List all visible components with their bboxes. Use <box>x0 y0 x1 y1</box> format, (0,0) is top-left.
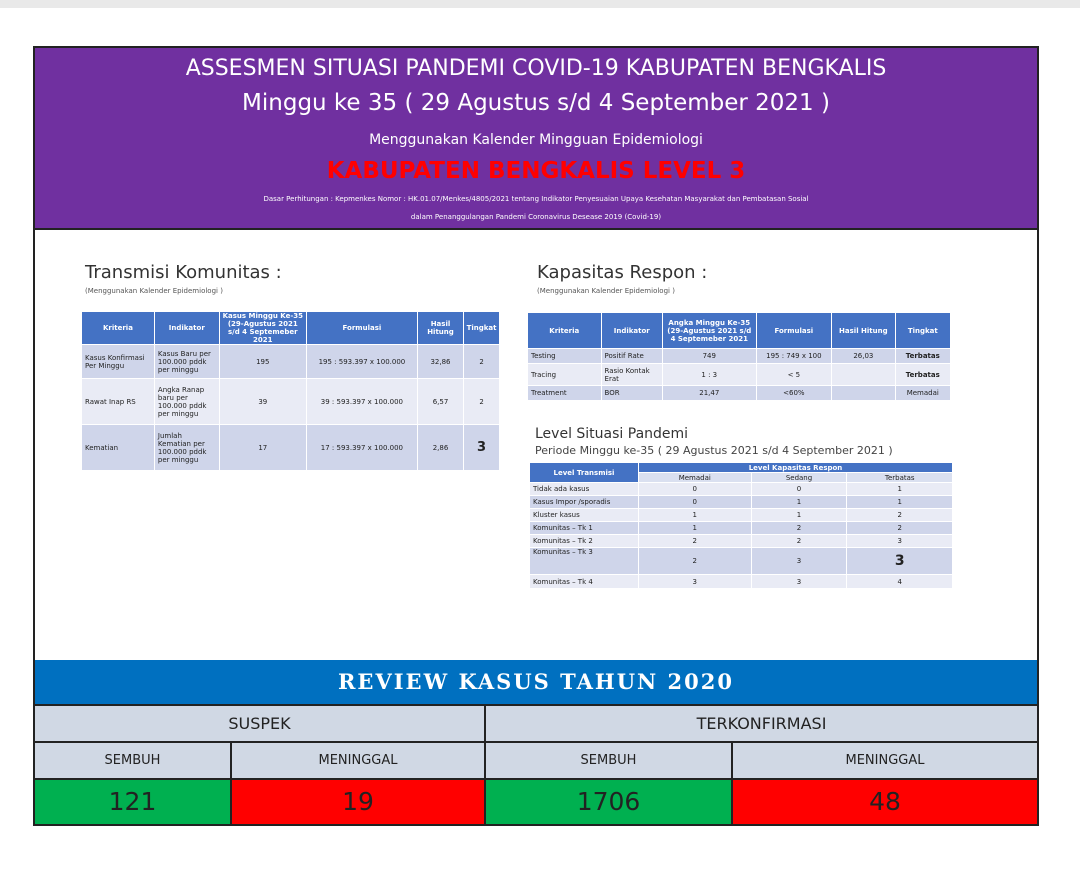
cell-formulasi: < 5 <box>756 364 832 386</box>
transmisi-header-row <box>82 312 500 345</box>
cell-indikator: Jumlah Kematian per 100.000 pddk per minggu <box>154 425 219 471</box>
table-row <box>530 548 953 575</box>
cell-kasus: 195 <box>219 345 306 379</box>
cell-kriteria: Kasus Konfirmasi Per Minggu <box>82 345 155 379</box>
cell-value: 0 <box>751 483 847 496</box>
cell-formulasi: 39 : 593.397 x 100.000 <box>306 379 417 425</box>
review-title: REVIEW KASUS TAHUN 2020 <box>35 660 1037 704</box>
suspek-meninggal-value: 19 <box>232 778 486 824</box>
col-terbatas: Terbatas <box>847 473 953 483</box>
cell-value: 3 <box>639 575 752 589</box>
cell-value: 1 <box>751 496 847 509</box>
konfirmasi-sembuh-value: 1706 <box>486 778 733 824</box>
transmisi-subtitle: (Menggunakan Kalender Epidemiologi ) <box>85 287 223 295</box>
header-title: ASSESMEN SITUASI PANDEMI COVID-19 KABUPATEN BENGKALIS <box>185 56 887 81</box>
report-header <box>35 48 1037 230</box>
cell-value: 0 <box>639 496 752 509</box>
cell-value: 3 <box>751 548 847 575</box>
table-row <box>530 522 953 535</box>
cell-angka: 21,47 <box>662 386 756 401</box>
table-row <box>82 345 500 379</box>
col-hasil: Hasil Hitung <box>832 313 895 349</box>
col-kasus: Kasus Minggu Ke-35 (29-Agustus 2021 s/d 4 Septemeber 2021 <box>219 312 306 345</box>
cell-value: 1 <box>751 509 847 522</box>
col-formulasi: Formulasi <box>306 312 417 345</box>
table-row <box>530 509 953 522</box>
cell-value: 2 <box>639 535 752 548</box>
cell-formulasi: 17 : 593.397 x 100.000 <box>306 425 417 471</box>
cell-indikator: Angka Ranap baru per 100.000 pddk per minggu <box>154 379 219 425</box>
cell-kriteria: Testing <box>528 349 602 364</box>
top-strip <box>0 0 1080 8</box>
cell-indikator: BOR <box>601 386 662 401</box>
table-row <box>530 483 953 496</box>
cell-tingkat: 3 <box>464 425 500 471</box>
col-memadai: Memadai <box>639 473 752 483</box>
transmisi-table <box>81 311 500 471</box>
cell-tingkat: Memadai <box>895 386 950 401</box>
cell-value: 1 <box>847 496 953 509</box>
col-angka: Angka Minggu Ke-35 (29-Agustus 2021 s/d 4 Septemeber 2021 <box>662 313 756 349</box>
cell-value: 1 <box>847 483 953 496</box>
cell-formulasi: 195 : 593.397 x 100.000 <box>306 345 417 379</box>
table-row <box>82 425 500 471</box>
header-basis-2: dalam Penanggulangan Pandemi Coronavirus Desease 2019 (Covid-19) <box>410 213 662 221</box>
cell-indikator: Rasio Kontak Erat <box>601 364 662 386</box>
table-row <box>528 364 951 386</box>
table-row <box>530 535 953 548</box>
cell-formulasi: 195 : 749 x 100 <box>756 349 832 364</box>
kapasitas-table <box>527 312 951 401</box>
suspek-header: SUSPEK <box>35 704 486 741</box>
cell-level: Kluster kasus <box>530 509 639 522</box>
cell-kasus: 39 <box>219 379 306 425</box>
report-frame <box>33 46 1039 826</box>
col-sedang: Sedang <box>751 473 847 483</box>
cell-value: 4 <box>847 575 953 589</box>
cell-hasil <box>832 386 895 401</box>
cell-indikator: Kasus Baru per 100.000 pddk per minggu <box>154 345 219 379</box>
level-group-header: Level Kapasitas Respon <box>639 463 953 473</box>
level-subtitle: Periode Minggu ke-35 ( 29 Agustus 2021 s/d 4 September 2021 ) <box>535 444 893 457</box>
cell-level: Komunitas – Tk 3 <box>530 548 639 575</box>
cell-indikator: Positif Rate <box>601 349 662 364</box>
cell-value: 2 <box>751 535 847 548</box>
cell-value: 3 <box>751 575 847 589</box>
suspek-sembuh-label: SEMBUH <box>35 741 232 778</box>
cell-value: 3 <box>847 535 953 548</box>
table-row <box>528 386 951 401</box>
cell-hasil: 32,86 <box>417 345 463 379</box>
cell-hasil <box>832 364 895 386</box>
level-header-row <box>530 463 953 473</box>
level-title: Level Situasi Pandemi <box>535 426 689 442</box>
konfirmasi-meninggal-value: 48 <box>733 778 1037 824</box>
cell-level: Komunitas – Tk 4 <box>530 575 639 589</box>
cell-value: 0 <box>639 483 752 496</box>
col-tingkat: Tingkat <box>895 313 950 349</box>
table-row <box>528 349 951 364</box>
cell-kriteria: Rawat Inap RS <box>82 379 155 425</box>
cell-level: Komunitas – Tk 2 <box>530 535 639 548</box>
konfirmasi-sembuh-label: SEMBUH <box>486 741 733 778</box>
level-row-header: Level Transmisi <box>530 463 639 483</box>
suspek-meninggal-label: MENINGGAL <box>232 741 486 778</box>
cell-level: Komunitas – Tk 1 <box>530 522 639 535</box>
level-matrix <box>529 462 953 589</box>
cell-value: 2 <box>751 522 847 535</box>
cell-tingkat: Terbatas <box>895 364 950 386</box>
header-level: KABUPATEN BENGKALIS LEVEL 3 <box>326 158 746 184</box>
terkonfirmasi-header: TERKONFIRMASI <box>486 704 1037 741</box>
cell-value: 2 <box>847 522 953 535</box>
cell-hasil: 26,03 <box>832 349 895 364</box>
cell-angka: 1 : 3 <box>662 364 756 386</box>
cell-value: 1 <box>639 509 752 522</box>
col-kriteria: Kriteria <box>82 312 155 345</box>
transmisi-title: Transmisi Komunitas : <box>85 262 282 283</box>
cell-level: Kasus Impor /sporadis <box>530 496 639 509</box>
cell-hasil: 6,57 <box>417 379 463 425</box>
cell-value: 1 <box>639 522 752 535</box>
col-indikator: Indikator <box>601 313 662 349</box>
kapasitas-header-row <box>528 313 951 349</box>
header-calendar: Menggunakan Kalender Mingguan Epidemiologi <box>369 132 703 148</box>
table-row <box>530 496 953 509</box>
header-basis-1: Dasar Perhitungan : Kepmenkes Nomor : HK.01.07/Menkes/4805/2021 tentang Indikator Penyesuaian Upaya Kesehatan Masyarakat dan Pembatasan Sosial <box>263 195 809 203</box>
kapasitas-subtitle: (Menggunakan Kalender Epidemiologi ) <box>537 287 675 295</box>
cell-level: Tidak ada kasus <box>530 483 639 496</box>
cell-kasus: 17 <box>219 425 306 471</box>
col-hasil: Hasil Hitung <box>417 312 463 345</box>
col-kriteria: Kriteria <box>528 313 602 349</box>
cell-value-highlight: 3 <box>847 548 953 575</box>
cell-formulasi: <60% <box>756 386 832 401</box>
suspek-sembuh-value: 121 <box>35 778 232 824</box>
konfirmasi-meninggal-label: MENINGGAL <box>733 741 1037 778</box>
col-tingkat: Tingkat <box>464 312 500 345</box>
cell-hasil: 2,86 <box>417 425 463 471</box>
header-week: Minggu ke 35 ( 29 Agustus s/d 4 September 2021 ) <box>242 90 830 116</box>
cell-value: 2 <box>639 548 752 575</box>
col-indikator: Indikator <box>154 312 219 345</box>
cell-tingkat: 2 <box>464 345 500 379</box>
cell-angka: 749 <box>662 349 756 364</box>
cell-tingkat: Terbatas <box>895 349 950 364</box>
cell-value: 2 <box>847 509 953 522</box>
table-row <box>530 575 953 589</box>
cell-kriteria: Tracing <box>528 364 602 386</box>
cell-kriteria: Treatment <box>528 386 602 401</box>
cell-kriteria: Kematian <box>82 425 155 471</box>
table-row <box>82 379 500 425</box>
col-formulasi: Formulasi <box>756 313 832 349</box>
kapasitas-title: Kapasitas Respon : <box>537 262 708 283</box>
cell-tingkat: 2 <box>464 379 500 425</box>
